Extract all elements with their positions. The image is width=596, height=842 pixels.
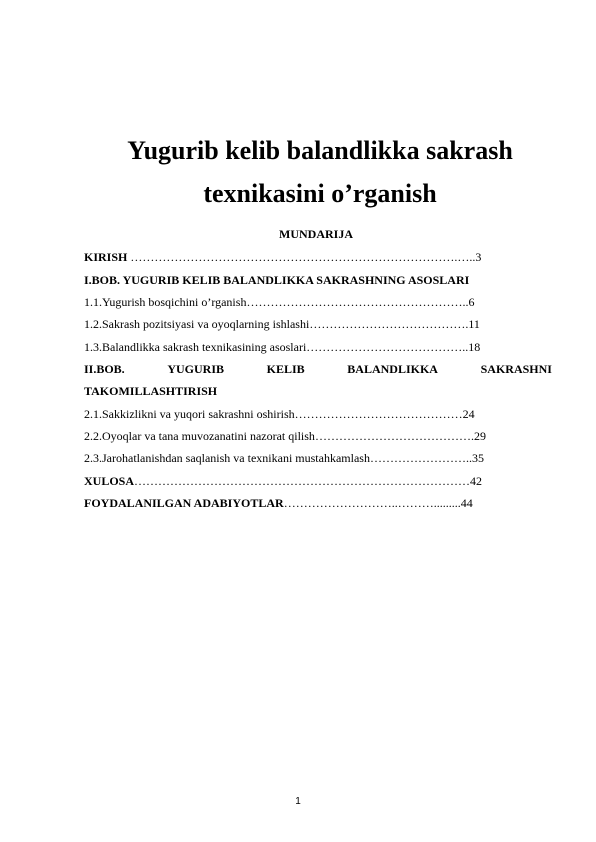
toc-page-number: 3 <box>475 250 482 264</box>
toc-leader-dots: ………………………..………......... <box>283 496 461 510</box>
toc-entry-label: 1.3.Balandlikka sakrash texnikasining asoslari <box>84 340 307 354</box>
toc-leader-dots: ………………………………………………………………………… <box>134 474 471 488</box>
toc-entry-label: KIRISH <box>84 250 128 264</box>
toc-leader-dots: …………………………………. <box>314 429 474 443</box>
toc-entry-label: 2.1.Sakkizlikni va yuqori sakrashni oshirish <box>84 407 295 421</box>
toc-leader-dots: ……………………………………………….. <box>246 295 469 309</box>
toc-page-number: 42 <box>470 474 483 488</box>
toc-chapter-word: YUGURIB <box>167 362 224 376</box>
toc-entry-chapter-2-continued <box>84 383 217 399</box>
toc-entry-1-3 <box>84 339 480 355</box>
toc-page-number: 35 <box>471 451 484 465</box>
toc-entry-label: 1.1.Yugurish bosqichini o’rganish <box>84 295 247 309</box>
toc-entry-1-2 <box>84 316 480 332</box>
toc-page-number: 29 <box>473 429 486 443</box>
document-title-line-1: Yugurib kelib balandlikka sakrash <box>127 136 513 165</box>
toc-leader-dots: …………………………………… <box>294 407 463 421</box>
toc-chapter-word: SAKRASHNI <box>480 362 552 376</box>
toc-chapter-word: II.BOB. <box>84 362 125 376</box>
contents-heading: MUNDARIJA <box>279 227 353 241</box>
toc-entry-chapter-2 <box>84 361 552 377</box>
toc-page-number: 6 <box>468 295 475 309</box>
toc-entry-intro <box>84 249 481 265</box>
toc-entry-conclusion <box>84 473 482 489</box>
toc-entry-label: TAKOMILLASHTIRISH <box>84 384 218 398</box>
toc-entry-2-3 <box>84 450 484 466</box>
toc-entry-label: I.BOB. YUGURIB KELIB BALANDLIKKA SAKRASHNING ASOSLARI <box>84 273 470 287</box>
toc-entry-chapter-1 <box>84 272 469 288</box>
toc-entry-label: 2.3.Jarohatlanishdan saqlanish va texnikani mustahkamlash <box>84 451 370 465</box>
page-number: 1 <box>295 796 301 807</box>
toc-entry-label: FOYDALANILGAN ADABIYOTLAR <box>84 496 284 510</box>
toc-entry-references <box>84 495 473 511</box>
toc-leader-dots: …………………….. <box>369 451 472 465</box>
toc-leader-dots: ……………………………………………………………………….….. <box>127 250 476 264</box>
document-title-line-2: texnikasini o’rganish <box>203 179 437 208</box>
toc-entry-2-1 <box>84 406 475 422</box>
toc-leader-dots: …………………………………. <box>309 317 469 331</box>
toc-entry-1-1 <box>84 294 474 310</box>
toc-chapter-word: KELIB <box>266 362 305 376</box>
toc-chapter-word: BALANDLIKKA <box>347 362 438 376</box>
toc-page-number: 44 <box>460 496 473 510</box>
toc-entry-2-2 <box>84 428 486 444</box>
toc-entry-label: 1.2.Sakrash pozitsiyasi va oyoqlarning ishlashi <box>84 317 310 331</box>
toc-page-number: 24 <box>462 407 475 421</box>
toc-leader-dots: ………………………………….. <box>306 340 469 354</box>
toc-page-number: 18 <box>468 340 481 354</box>
toc-entry-label: 2.2.Oyoqlar va tana muvozanatini nazorat qilish <box>84 429 315 443</box>
toc-page-number: 11 <box>468 317 480 331</box>
toc-entry-label: XULOSA <box>84 474 135 488</box>
